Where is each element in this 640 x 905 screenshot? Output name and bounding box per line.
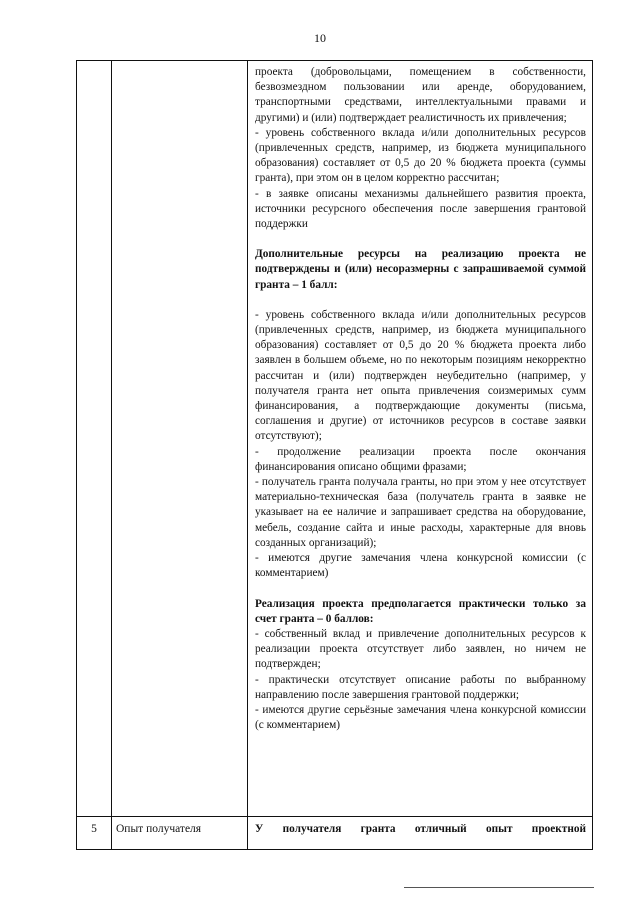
row-divider-5 — [77, 816, 592, 817]
page-number: 10 — [314, 31, 326, 45]
paragraph: - продолжение реализации проекта после окончания финансирования описано общими фразами; — [255, 445, 586, 473]
paragraph: - уровень собственного вклада и/или дополнительных ресурсов (привлеченных средств, например, из бюджета муниципального образования) составляет от 0,5 до 20 % бюджета проекта (суммы гранта), при этом он в целом корректно рассчитан; — [255, 126, 586, 185]
paragraph: - практически отсутствует описание работы по выбранному направлению после завершения грантовой поддержки; — [255, 673, 586, 701]
criterion-description-cell — [255, 65, 586, 733]
criteria-table — [76, 60, 593, 850]
paragraph: - имеются другие серьёзные замечания члена конкурсной комиссии (с комментарием) — [255, 703, 586, 732]
footer-rule — [404, 887, 594, 888]
paragraph: - имеются другие замечания члена конкурсной комиссии (с комментарием) — [255, 552, 586, 580]
score-heading-1-point: Дополнительные ресурсы на реализацию проекта не подтверждены и (или) несоразмерны с запрашиваемой суммой гранта – 1 балл: — [255, 248, 586, 291]
column-divider-criterion — [247, 61, 248, 849]
score-heading-0-points: Реализация проекта предполагается практически только за счет гранта – 0 баллов: — [255, 597, 586, 625]
criterion-description: У получателя гранта отличный опыт проектной — [255, 823, 586, 835]
paragraph: - уровень собственного вклада и/или дополнительных ресурсов (привлеченных средств, например, из бюджета муниципального образования) составляет от 0,5 до 20 % бюджета проекта либо заявлен в большем объеме, но по некоторым позициям некорректно рассчитан и (или) подтвержден неубедительно (например, у получателя гранта нет опыта привлечения соизмеримых сумм финансирования, а подтверждающие документы (письма, соглашения и другие) от источников ресурсов в составе заявки отсутствуют); — [255, 308, 586, 443]
row-number: 5 — [91, 823, 97, 835]
paragraph: проекта (добровольцами, помещением в собственности, безвозмездном пользовании или аренде, оборудованием, транспортными средствами, интеллектуальными правами и другими) и (или) подтверждает реалистичность их привлечения; — [255, 66, 586, 124]
paragraph: - в заявке описаны механизмы дальнейшего развития проекта, источники ресурсного обеспечения после завершения грантовой поддержки — [255, 187, 586, 231]
paragraph: - собственный вклад и привлечение дополнительных ресурсов к реализации проекта отсутствует либо заявлен, но ничем не подтвержден; — [255, 627, 586, 671]
column-divider-number — [111, 61, 112, 849]
paragraph: - получатель гранта получала гранты, но при этом у нее отсутствует материально-техническая база (получатель гранта в заявке не указывает на ее наличие и запрашивает средства на оборудование, мебель, создание сайта и иные расходы, характерные для вновь созданных организаций); — [255, 476, 586, 549]
criterion-name: Опыт получателя — [116, 823, 202, 835]
